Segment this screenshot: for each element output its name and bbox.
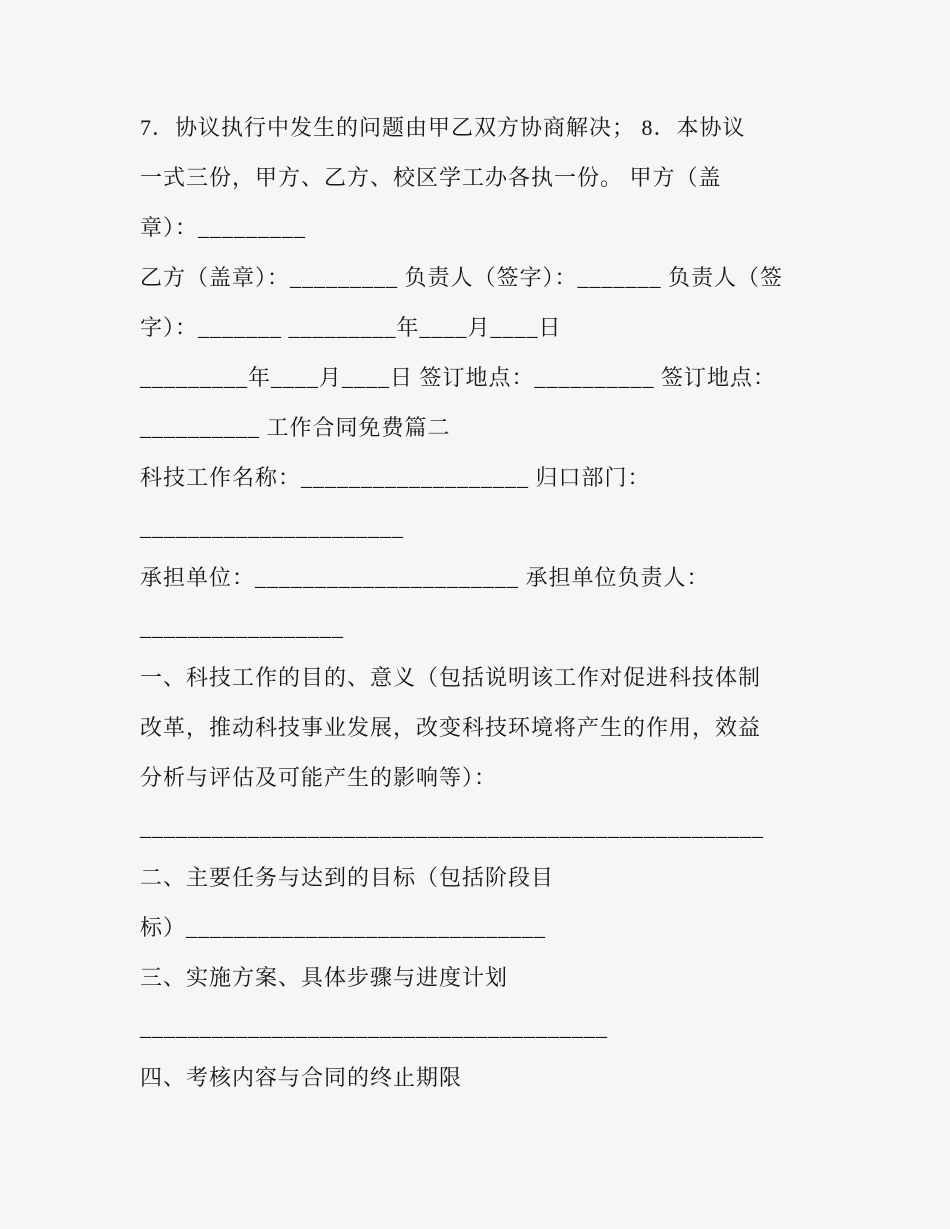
document-line: 二、主要任务与达到的目标（包括阶段目 xyxy=(140,865,555,890)
document-line-blank: _______________________________________ xyxy=(140,1015,608,1040)
document-line: 标）______________________________ xyxy=(140,915,547,940)
document-line: 改革，推动科技事业发展，改变科技环境将产生的作用，效益 xyxy=(140,715,762,740)
document-line: 三、实施方案、具体步骤与进度计划 xyxy=(140,965,509,990)
document-line: 章）：_________ xyxy=(140,215,307,240)
document-line: _________年____月____日 签订地点：__________ 签订地点： xyxy=(140,365,777,390)
document-line: 7．协议执行中发生的问题由甲乙双方协商解决； 8．本协议 xyxy=(140,115,746,140)
document-line: 字）：_______ _________年____月____日 xyxy=(140,315,562,340)
document-line: 科技工作名称：___________________ 归口部门： xyxy=(140,465,651,490)
document-line: 分析与评估及可能产生的影响等）： xyxy=(140,765,498,790)
document-line: 乙方（盖章）：_________ 负责人（签字）：_______ 负责人（签 xyxy=(140,265,784,290)
document-line-blank: ______________________ xyxy=(140,515,404,540)
document-line: 承担单位：______________________ 承担单位负责人： xyxy=(140,565,710,590)
document-line: __________ 工作合同免费篇二 xyxy=(140,415,451,440)
document-line-blank: _________________ xyxy=(140,615,344,640)
document-line: 四、考核内容与合同的终止期限 xyxy=(140,1065,463,1090)
document-line-blank: ____________________________________________________ xyxy=(140,815,764,840)
document-line: 一式三份，甲方、乙方、校区学工办各执一份。 甲方（盖 xyxy=(140,165,722,190)
document-line: 一、科技工作的目的、意义（包括说明该工作对促进科技体制 xyxy=(140,665,762,690)
